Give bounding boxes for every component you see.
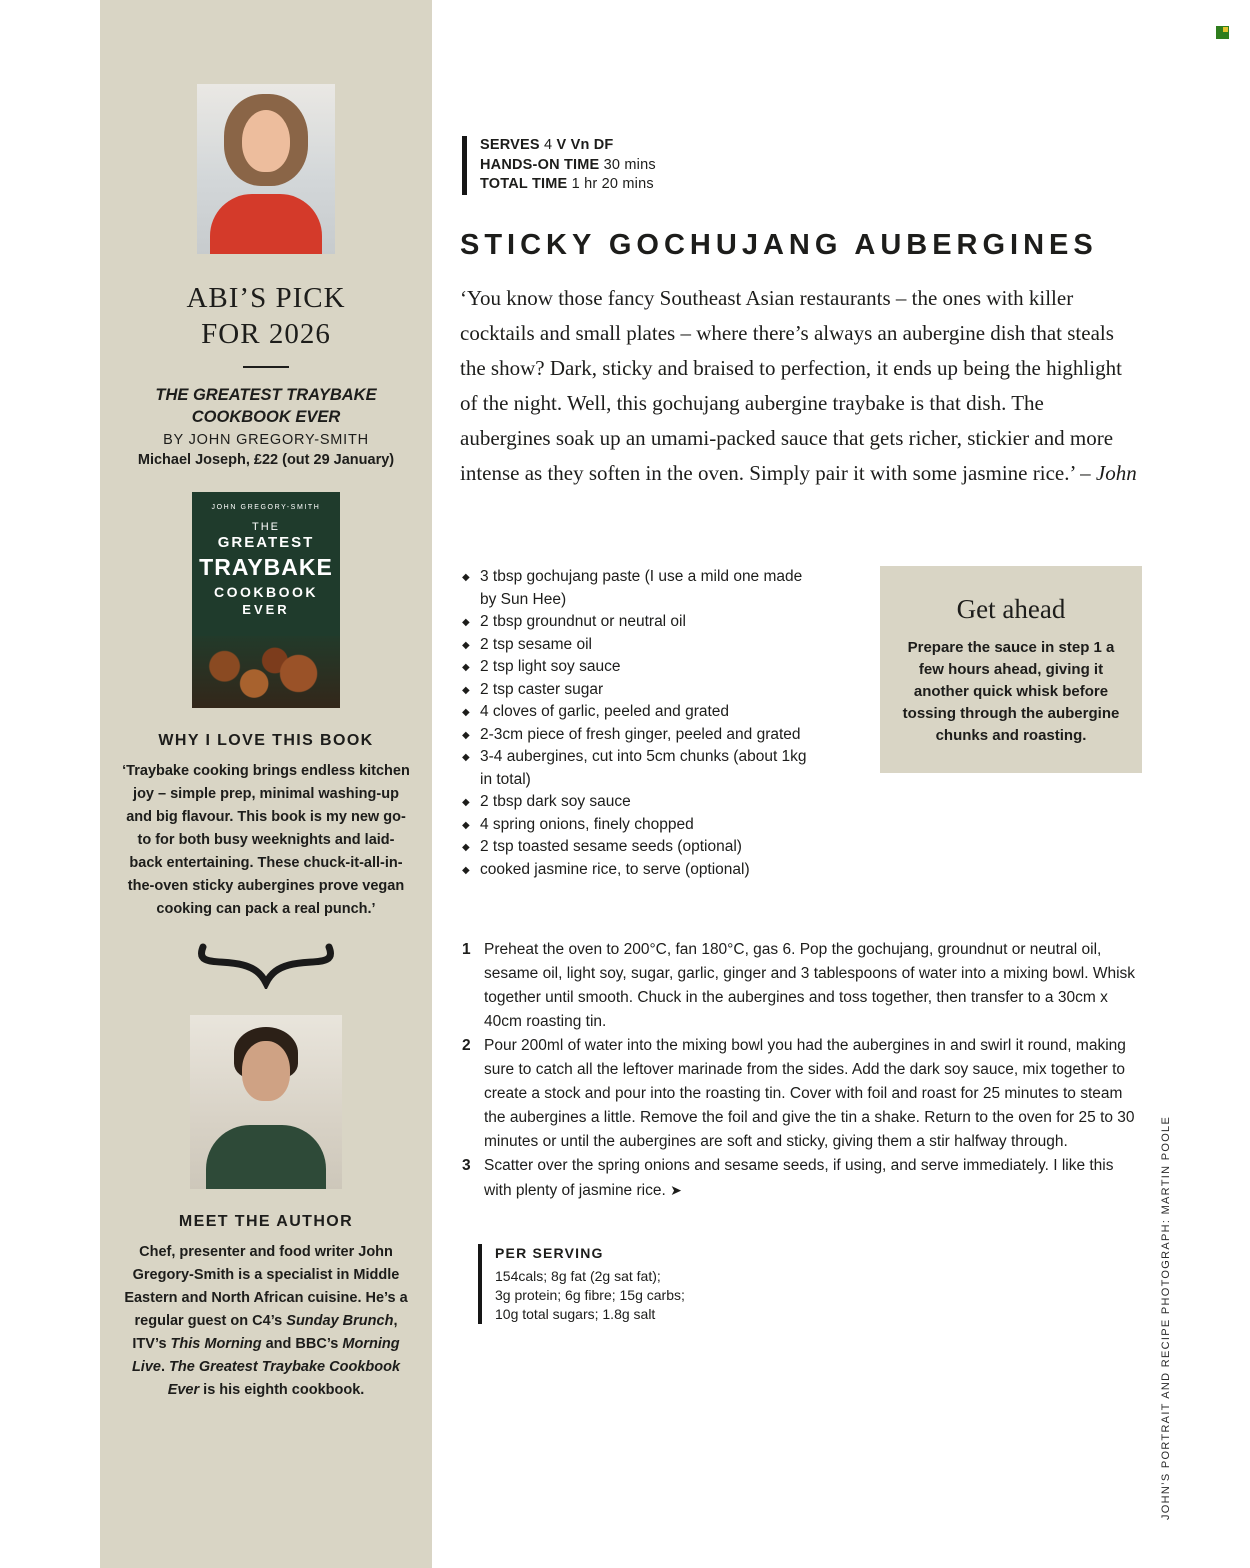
get-ahead-body: Prepare the sauce in step 1 a few hours ahead, giving it another quick whisk before tossing through the aubergine chunks and roasting. xyxy=(902,639,1120,744)
recipe-title: STICKY GOCHUJANG AUBERGINES xyxy=(460,229,1098,261)
diamond-bullet-icon: ◆ xyxy=(462,842,470,853)
diamond-bullet-icon: ◆ xyxy=(462,864,470,876)
ingredient-item xyxy=(462,724,807,747)
diamond-bullet-icon: ◆ xyxy=(462,684,470,696)
brace-ornament-icon xyxy=(191,937,341,989)
diamond-bullet-icon: ◆ xyxy=(462,617,470,628)
get-ahead-box xyxy=(880,566,1142,773)
step-number: 1 xyxy=(462,941,471,958)
step-text: Scatter over the spring onions and sesame seeds, if using, and serve immediately. I like this with plenty of jasmine rice. xyxy=(484,1157,1114,1199)
serves-line: SERVES 4 V Vn DF xyxy=(480,137,614,153)
why-i-love-quote: ‘Traybake cooking brings endless kitchen joy – simple prep, minimal washing-up and big flavour. This book is my new go-to for both busy weeknights and laid-back entertaining. These chuck-it-all-in-the-oven sticky aubergines prove vegan cooking can pack a real punch.’ xyxy=(122,763,410,917)
step-number: 2 xyxy=(462,1037,471,1054)
recipe-info-block xyxy=(462,136,656,195)
diamond-bullet-icon: ◆ xyxy=(462,662,470,673)
ingredient-item xyxy=(462,656,807,679)
ingredient-text: 2 tsp light soy sauce xyxy=(480,658,621,675)
method-step xyxy=(462,938,1140,1034)
ingredient-item xyxy=(462,611,807,634)
ingredient-text: 2-3cm piece of fresh ginger, peeled and grated xyxy=(480,725,801,743)
diamond-bullet-icon: ◆ xyxy=(462,639,470,651)
abis-pick-heading xyxy=(186,280,345,352)
step-text: Preheat the oven to 200°C, fan 180°C, gas 6. Pop the gochujang, groundnut or neutral oil, sesame oil, light soy, sugar, garlic, ginger and 3 tablespoons of water into a mixing bowl. Whisk together until smooth. Chuck in the aubergines and toss together, then transfer to a 30cm x 40cm roasting tin. xyxy=(484,941,1136,1030)
ingredient-item xyxy=(462,679,807,702)
ingredient-item xyxy=(462,566,807,611)
per-serving-line: 10g total sugars; 1.8g salt xyxy=(495,1306,656,1322)
book-byline: BY JOHN GREGORY-SMITH xyxy=(163,432,369,448)
corner-logo-icon xyxy=(1216,26,1229,39)
ingredient-item xyxy=(462,859,807,882)
ingredient-text: 2 tsp toasted sesame seeds (optional) xyxy=(480,838,742,855)
portrait-shirt-shape xyxy=(206,1125,326,1189)
portrait-face-shape xyxy=(242,1041,290,1101)
cover-cookbook-text: COOKBOOK xyxy=(214,584,318,600)
meet-the-author-text: Chef, presenter and food writer John Gregory-Smith is a specialist in Middle Eastern and North African cuisine. He’s a regular guest on C4’s Sunday Brunch, ITV’s This Morning and BBC’s Morning Live. The Greatest Traybake Cookbook Ever is his eighth cookbook. xyxy=(124,1244,408,1398)
ingredient-text: 4 cloves of garlic, peeled and grated xyxy=(480,703,730,720)
per-serving-heading: PER SERVING xyxy=(495,1245,604,1261)
ingredients-list xyxy=(462,566,807,881)
book-title: THE GREATEST TRAYBAKE COOKBOOK EVER xyxy=(155,386,377,426)
cover-greatest-text: GREATEST xyxy=(217,534,315,551)
diamond-bullet-icon: ◆ xyxy=(462,572,470,583)
corner-logo-dot xyxy=(1223,27,1228,32)
ingredient-item xyxy=(462,701,807,724)
portrait-face-shape xyxy=(242,110,290,172)
method-steps xyxy=(462,938,1140,1203)
diamond-bullet-icon: ◆ xyxy=(462,819,470,831)
ingredient-item xyxy=(462,836,807,859)
get-ahead-title: Get ahead xyxy=(956,594,1066,624)
ingredient-text: 2 tsp caster sugar xyxy=(480,680,604,698)
ingredient-item xyxy=(462,791,807,814)
ingredient-item xyxy=(462,746,807,791)
abi-portrait-photo xyxy=(197,84,335,254)
meet-the-author-heading: MEET THE AUTHOR xyxy=(178,1213,354,1230)
diamond-bullet-icon: ◆ xyxy=(462,752,470,763)
diamond-bullet-icon: ◆ xyxy=(462,797,470,808)
ingredient-text: 3 tbsp gochujang paste (I use a mild one made by Sun Hee) xyxy=(480,568,803,608)
cover-the-text: THE xyxy=(252,521,280,533)
per-serving-line: 3g protein; 6g fibre; 15g carbs; xyxy=(495,1287,685,1303)
cover-food-photo xyxy=(192,636,340,708)
method-step xyxy=(462,1034,1140,1154)
ingredient-text: cooked jasmine rice, to serve (optional) xyxy=(480,860,750,878)
book-cover-image xyxy=(192,492,340,708)
per-serving-line: 154cals; 8g fat (2g sat fat); xyxy=(495,1268,661,1284)
ingredient-text: 3-4 aubergines, cut into 5cm chunks (about 1kg in total) xyxy=(480,748,807,788)
method-step xyxy=(462,1154,1140,1203)
abis-pick-line2: FOR 2026 xyxy=(201,318,331,350)
heading-rule xyxy=(243,366,289,368)
diamond-bullet-icon: ◆ xyxy=(462,707,470,718)
abis-pick-line1: ABI’S PICK xyxy=(186,282,346,314)
john-portrait-photo xyxy=(190,1015,342,1189)
per-serving-block xyxy=(478,1244,685,1324)
ingredient-text: 2 tbsp dark soy sauce xyxy=(480,793,631,810)
ingredient-text: 4 spring onions, finely chopped xyxy=(480,815,694,833)
hands-on-time-line: HANDS-ON TIME 30 mins xyxy=(480,156,656,173)
photo-credit-vertical: JOHN’S PORTRAIT AND RECIPE PHOTOGRAPH: MARTIN POOLE xyxy=(1160,1115,1172,1520)
why-i-love-heading: WHY I LOVE THIS BOOK xyxy=(158,732,374,749)
ingredient-text: 2 tbsp groundnut or neutral oil xyxy=(480,613,686,630)
continued-arrow-icon: ➤ xyxy=(670,1182,682,1198)
cover-ever-text: EVER xyxy=(242,602,290,617)
ingredient-item xyxy=(462,814,807,837)
recipe-intro: ‘You know those fancy Southeast Asian restaurants – the ones with killer cocktails and small plates – where there’s always an aubergine dish that steals the show? Dark, sticky and braised to perfection, it ends up being the highlight of the night. Well, this gochujang aubergine traybake is that dish. The aubergines soak up an umami-packed sauce that gets richer, stickier and more intense as they soften in the oven. Simply pair it with some jasmine rice.’ – John xyxy=(460,286,1137,485)
total-time-line: TOTAL TIME 1 hr 20 mins xyxy=(480,176,654,192)
sidebar xyxy=(100,0,432,1568)
diamond-bullet-icon: ◆ xyxy=(462,729,470,741)
step-text: Pour 200ml of water into the mixing bowl you had the aubergines in and swirl it round, making sure to catch all the leftover marinade from the sides. Add the dark soy sauce, mix together to create a stock and pour into the roasting tin. Cover with foil and roast for 25 minutes to steam the aubergines a little. Remove the foil and give the tin a shake. Return to the oven for 25 to 30 minutes or until the aubergines are soft and sticky, giving them a stir halfway through. xyxy=(484,1037,1135,1150)
book-publisher: Michael Joseph, £22 (out 29 January) xyxy=(137,452,395,468)
ingredient-text: 2 tsp sesame oil xyxy=(480,635,592,653)
ingredient-item xyxy=(462,634,807,657)
step-number: 3 xyxy=(462,1157,471,1174)
portrait-sweater-shape xyxy=(210,194,322,254)
cover-traybake-text: TRAYBAKE xyxy=(199,554,333,580)
cover-author-text: JOHN GREGORY-SMITH xyxy=(211,504,321,511)
